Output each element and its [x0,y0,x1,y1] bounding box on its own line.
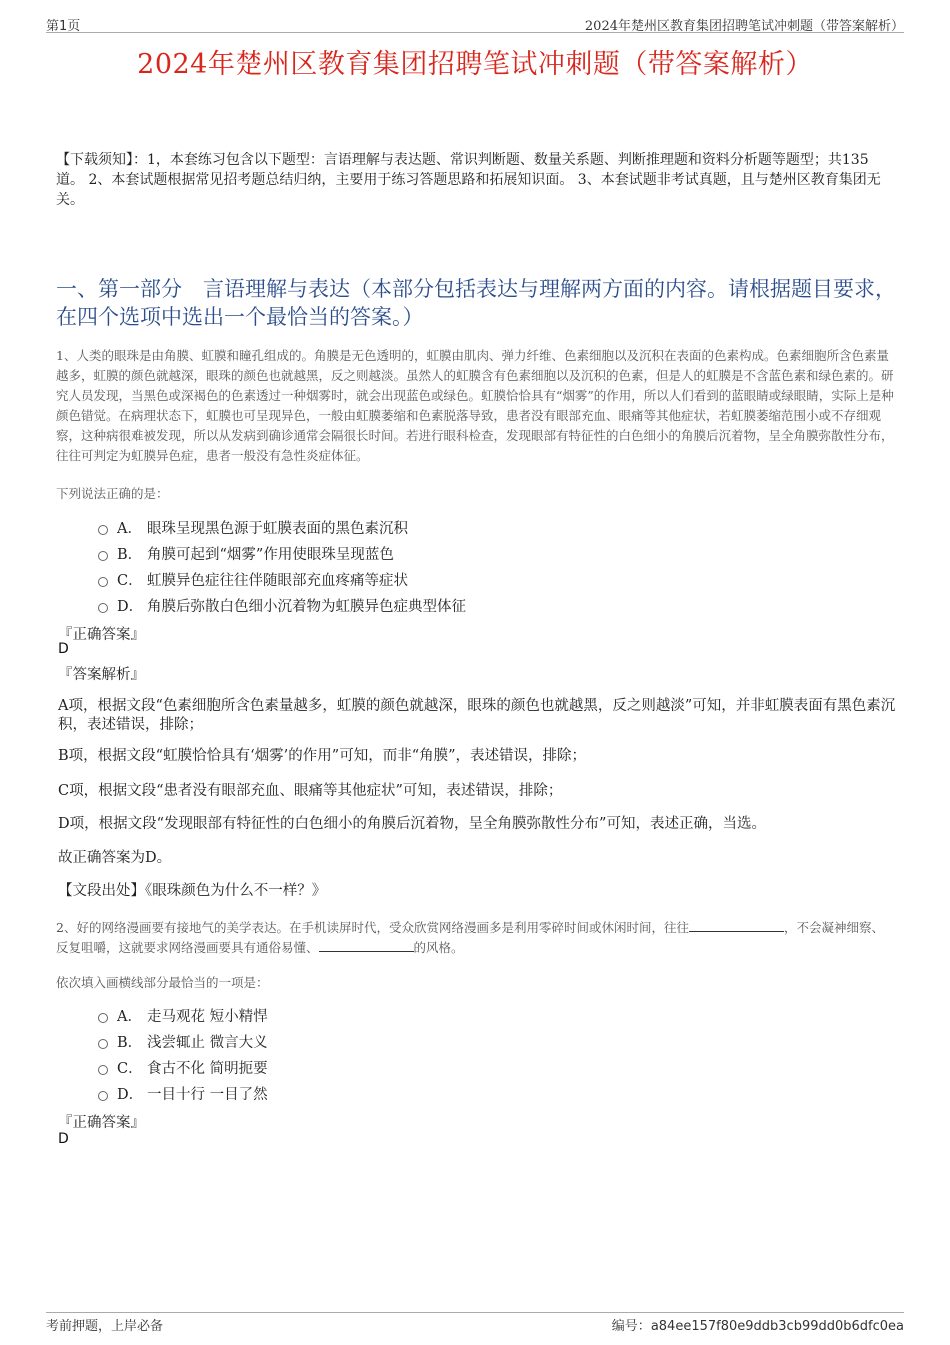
radio-icon[interactable] [98,577,108,587]
radio-icon[interactable] [98,1013,108,1023]
download-notice: 【下载须知】：1，本套练习包含以下题型：言语理解与表达题、常识判断题、数量关系题、判断推理题和资料分析题等题型；共135道。 2、本套试题根据常见招考题总结归纳，主要用于练习答题思路和拓展知识面。 3、本套试题非考试真题，且与楚州区教育集团无关。 [56,152,881,208]
q1-prompt: 下列说法正确的是： [56,486,169,501]
q2-prompt: 依次填入画横线部分最恰当的一项是： [56,975,269,990]
radio-icon[interactable] [98,1091,108,1101]
q2-options [98,1002,268,1106]
page-number: 第1页 [46,19,81,34]
q1-answer-label: 『正确答案』 [58,627,145,643]
page-footer [46,1312,904,1333]
q1-option-a[interactable]: A． 眼珠呈现黑色源于虹膜表面的黑色素沉积 [98,514,466,540]
q1-option-b[interactable]: B． 角膜可起到“烟雾”作用使眼珠呈现蓝色 [98,540,466,566]
q1-analysis-label: 『答案解析』 [58,667,145,683]
document-title: 2024年楚州区教育集团招聘笔试冲刺题（带答案解析） [137,49,813,80]
q2-option-b[interactable]: B． 浅尝辄止 微言大义 [98,1028,268,1054]
q1-analysis-a: A项，根据文段“色素细胞所含色素量越多，虹膜的颜色就越深，眼珠的颜色也就越黑，反之则越淡”可知，并非虹膜表面有黑色素沉积，表述错误，排除； [58,698,896,733]
q2-option-d[interactable]: D． 一目十行 一目了然 [98,1080,268,1106]
radio-icon[interactable] [98,603,108,613]
fill-blank-2[interactable] [319,939,414,952]
q1-passage: 1、人类的眼珠是由角膜、虹膜和瞳孔组成的。角膜是无色透明的，虹膜由肌肉、弹力纤维、色素细胞以及沉积在表面的色素构成。色素细胞所含色素量越多，虹膜的颜色就越深，眼珠的颜色也就越黑，反之则越淡。虽然人的虹膜含有色素细胞以及沉积的色素，但是人的虹膜是不含蓝色素和绿色素的。研究人员发现，当黑色或深褐色的色素透过一种烟雾时，就会出现蓝色或绿色。虹膜恰恰具有“烟雾”的作用，所以人们看到的蓝眼睛或绿眼睛，实际上是种颜色错觉。在病理状态下，虹膜也可呈现异色，一般由虹膜萎缩和色素脱落导致，患者没有眼部充血、眼痛等其他症状，若虹膜萎缩范围小或不存细观察，这种病很难被发现，所以从发病到确诊通常会隔很长时间。若进行眼科检查，发现眼部有特征性的白色细小的角膜后沉着物，呈全角膜弥散性分布，往往可判定为虹膜异色症，患者一般没有急性炎症体征。 [56,348,894,463]
q2-answer-label: 『正确答案』 [58,1115,145,1131]
header-doc-title: 2024年楚州区教育集团招聘笔试冲刺题（带答案解析） [584,19,904,34]
radio-icon[interactable] [98,551,108,561]
q2-passage: 2、好的网络漫画要有接地气的美学表达。在手机读屏时代，受众欣赏网络漫画多是利用零碎时间或休闲时间，往往 ，不会凝神细察、反复咀嚼，这就要求网络漫画要具有通俗易懂、 的风格。 [56,920,884,955]
footer-code: 编号：a84ee157f80e9ddb3cb99dd0b6dfc0ea [611,1319,904,1334]
q1-source: 【文段出处】《眼珠颜色为什么不一样？》 [58,883,327,899]
q1-option-d[interactable]: D． 角膜后弥散白色细小沉着物为虹膜异色症典型体征 [98,592,466,618]
fill-blank-1[interactable] [689,919,784,932]
q1-analysis-d: D项，根据文段“发现眼部有特征性的白色细小的角膜后沉着物，呈全角膜弥散性分布”可知，表述正确，当选。 [58,816,766,832]
radio-icon[interactable] [98,525,108,535]
section-title: 一、第一部分 言语理解与表达（本部分包括表达与理解两方面的内容。请根据题目要求，在四个选项中选出一个最恰当的答案。） [56,277,896,329]
page-header [46,14,904,33]
q1-options [98,514,466,618]
q1-conclusion: 故正确答案为D。 [58,850,172,866]
footer-slogan: 考前押题，上岸必备 [46,1319,164,1334]
q2-option-c[interactable]: C． 食古不化 简明扼要 [98,1054,268,1080]
q1-analysis-b: B项，根据文段“虹膜恰恰具有‘烟雾’的作用”可知，而非“角膜”，表述错误，排除； [58,748,587,764]
q2-option-a[interactable]: A． 走马观花 短小精悍 [98,1002,268,1028]
radio-icon[interactable] [98,1065,108,1075]
q1-answer: D [58,641,69,657]
q1-analysis-c: C项，根据文段“患者没有眼部充血、眼痛等其他症状”可知，表述错误，排除； [58,783,563,799]
radio-icon[interactable] [98,1039,108,1049]
q2-answer: D [58,1131,69,1147]
q1-option-c[interactable]: C． 虹膜异色症往往伴随眼部充血疼痛等症状 [98,566,466,592]
